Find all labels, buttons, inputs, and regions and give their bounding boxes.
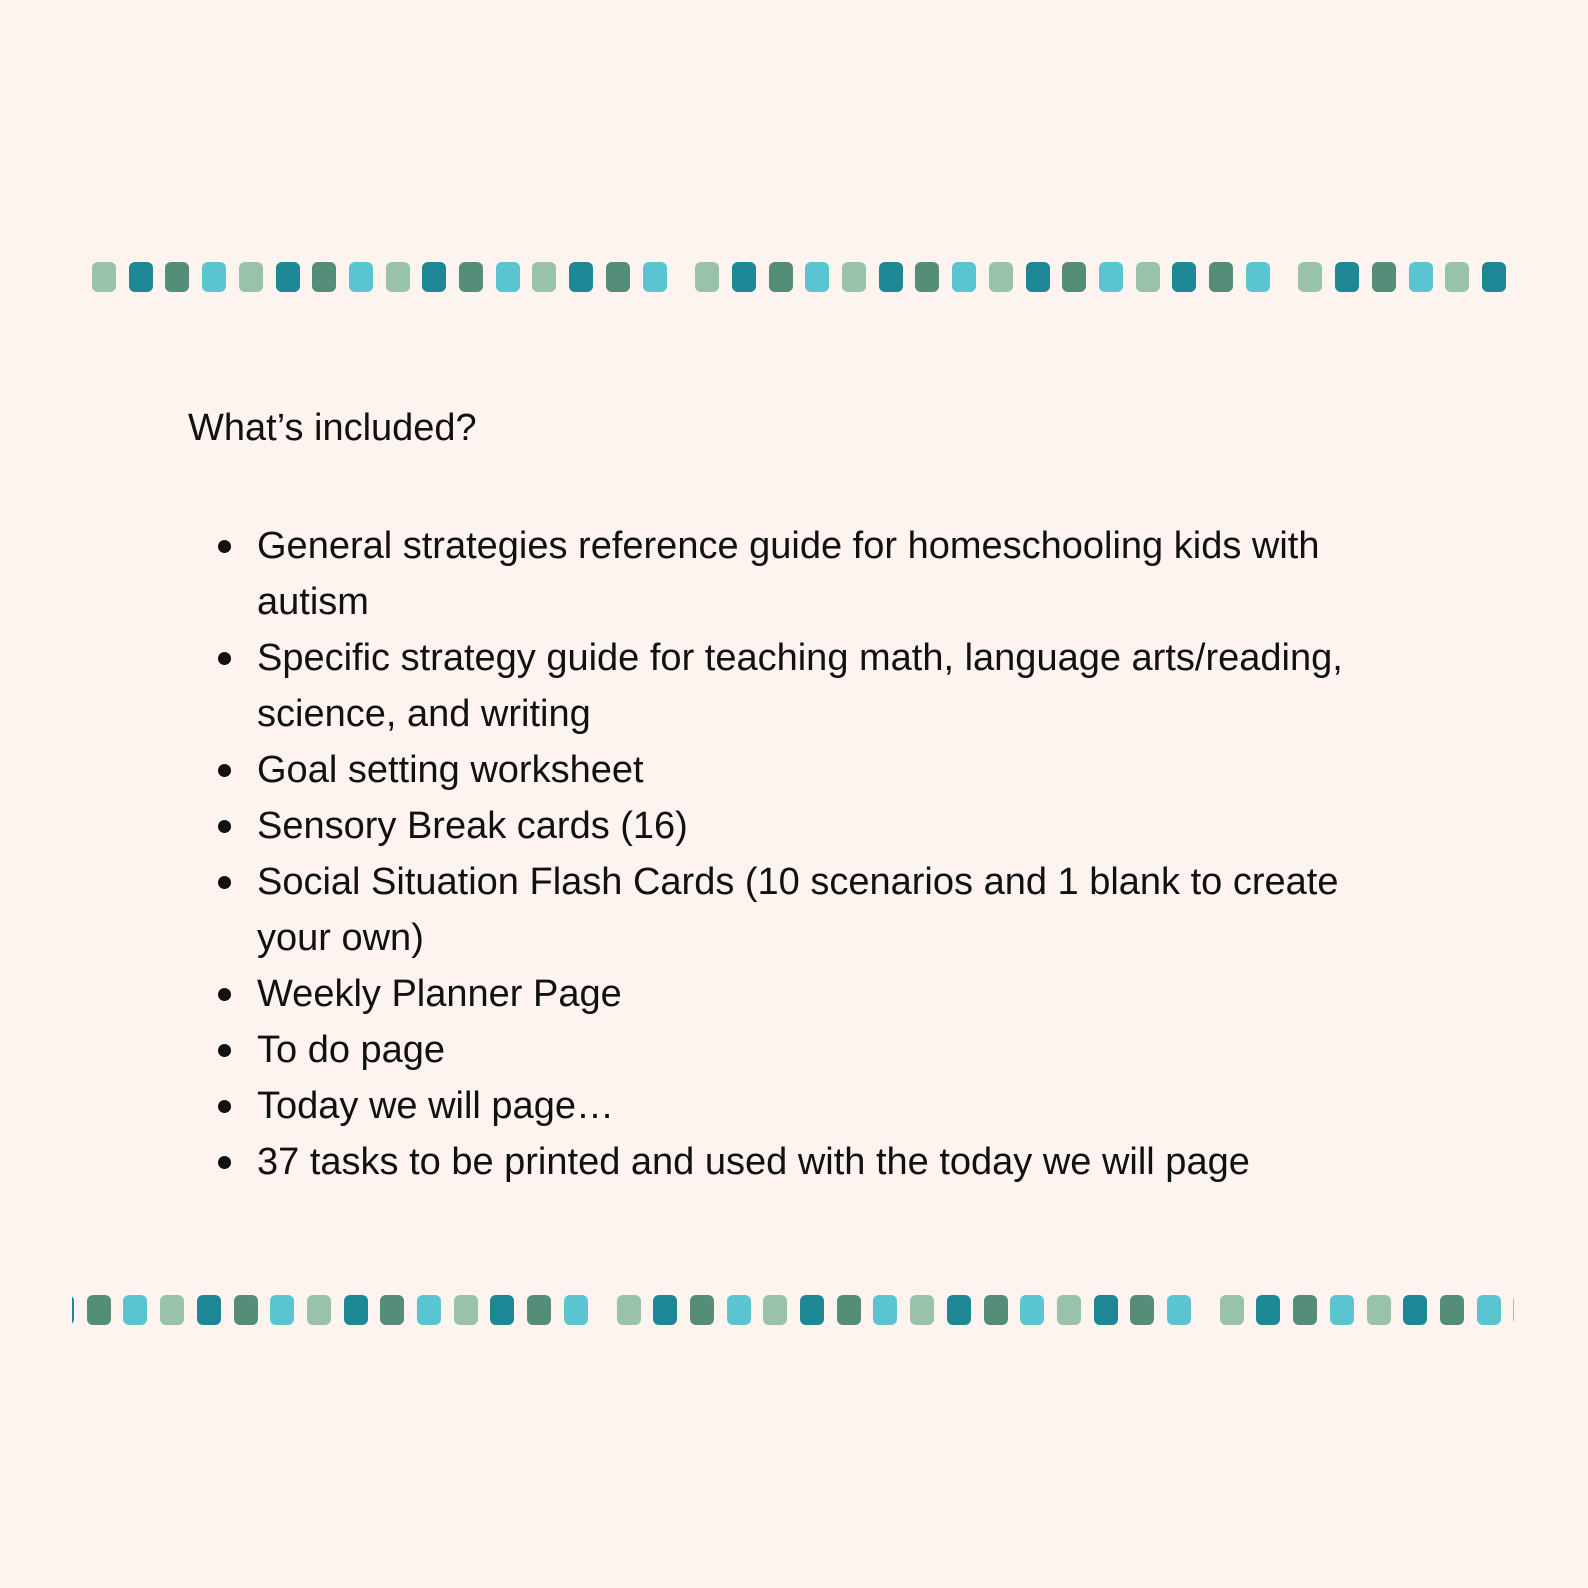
dot-pattern-icon — [1335, 262, 1359, 292]
list-item — [257, 1078, 1367, 1134]
dot-pattern-icon — [1440, 1295, 1464, 1325]
dot-pattern-icon — [1256, 1295, 1280, 1325]
dot-pattern-icon — [569, 262, 593, 292]
dot-pattern-icon — [695, 262, 719, 292]
list-item-text: To do page — [257, 1029, 446, 1071]
dot-pattern-icon — [160, 1295, 184, 1325]
dot-pattern-icon — [1209, 262, 1233, 292]
dot-pattern-icon — [1477, 1295, 1501, 1325]
dot-pattern-icon — [1172, 262, 1196, 292]
list-item — [257, 966, 1367, 1022]
dot-pattern-icon — [1057, 1295, 1081, 1325]
bullet-icon — [218, 652, 231, 665]
dot-pattern-icon — [197, 1295, 221, 1325]
list-item — [257, 798, 1367, 854]
dot-pattern-icon — [617, 1295, 641, 1325]
dot-pattern-icon — [989, 262, 1013, 292]
dot-pattern-icon — [873, 1295, 897, 1325]
bullet-icon — [218, 540, 231, 553]
dot-pattern-icon — [564, 1295, 588, 1325]
list-item-text: Sensory Break cards (16) — [257, 805, 688, 847]
dot-pattern-icon — [690, 1295, 714, 1325]
dot-pattern-icon — [1482, 262, 1506, 292]
dot-pattern-icon — [234, 1295, 258, 1325]
dot-pattern-icon — [307, 1295, 331, 1325]
dot-pattern-icon — [527, 1295, 551, 1325]
dot-pattern-icon — [1094, 1295, 1118, 1325]
dot-pattern-icon — [1293, 1295, 1317, 1325]
list-item — [257, 1134, 1367, 1190]
dot-pattern-icon — [1026, 262, 1050, 292]
dot-pattern-icon — [1062, 262, 1086, 292]
dot-pattern-icon — [879, 262, 903, 292]
dot-pattern-icon — [915, 262, 939, 292]
dot-pattern-icon — [312, 262, 336, 292]
bullet-icon — [218, 820, 231, 833]
dot-pattern-icon — [386, 262, 410, 292]
page-heading: What’s included? — [188, 407, 477, 449]
dot-pattern-icon — [72, 1295, 74, 1325]
list-item-text: Today we will page… — [257, 1085, 614, 1127]
dot-pattern-icon — [606, 262, 630, 292]
dot-pattern-icon — [837, 1295, 861, 1325]
dot-pattern-icon — [496, 262, 520, 292]
list-item-text: Weekly Planner Page — [257, 973, 622, 1015]
dot-pattern-icon — [910, 1295, 934, 1325]
dot-pattern-icon — [239, 262, 263, 292]
dot-pattern-icon — [1367, 1295, 1391, 1325]
dot-pattern-icon — [984, 1295, 1008, 1325]
dot-pattern-icon — [1099, 262, 1123, 292]
list-item-text: Specific strategy guide for teaching math, language arts/reading, science, and writing — [257, 637, 1343, 735]
bullet-icon — [218, 1156, 231, 1169]
list-item — [257, 630, 1367, 742]
list-item — [257, 742, 1367, 798]
dot-pattern-icon — [1167, 1295, 1191, 1325]
included-items-list — [257, 518, 1367, 1190]
dot-pattern-icon — [643, 262, 667, 292]
dot-pattern-icon — [1330, 1295, 1354, 1325]
dot-pattern-icon — [763, 1295, 787, 1325]
bullet-icon — [218, 1044, 231, 1057]
dot-pattern-icon — [952, 262, 976, 292]
dot-pattern-icon — [129, 262, 153, 292]
list-item-text: Goal setting worksheet — [257, 749, 644, 791]
dot-pattern-icon — [344, 1295, 368, 1325]
list-item-text: General strategies reference guide for homeschooling kids with autism — [257, 525, 1320, 623]
bottom-dot-border — [72, 1295, 1514, 1325]
dot-pattern-icon — [532, 262, 556, 292]
dot-pattern-icon — [1130, 1295, 1154, 1325]
dot-pattern-icon — [459, 262, 483, 292]
bullet-icon — [218, 764, 231, 777]
list-item — [257, 518, 1367, 630]
top-dot-border — [92, 262, 1514, 292]
dot-pattern-icon — [1246, 262, 1270, 292]
dot-pattern-icon — [422, 262, 446, 292]
dot-pattern-icon — [1403, 1295, 1427, 1325]
dot-pattern-icon — [276, 262, 300, 292]
dot-pattern-icon — [202, 262, 226, 292]
dot-pattern-icon — [842, 262, 866, 292]
dot-pattern-icon — [653, 1295, 677, 1325]
dot-pattern-icon — [270, 1295, 294, 1325]
list-item — [257, 854, 1367, 966]
dot-pattern-icon — [805, 262, 829, 292]
dot-pattern-icon — [87, 1295, 111, 1325]
bullet-icon — [218, 876, 231, 889]
dot-pattern-icon — [1298, 262, 1322, 292]
dot-pattern-icon — [769, 262, 793, 292]
dot-pattern-icon — [490, 1295, 514, 1325]
dot-pattern-icon — [1445, 262, 1469, 292]
list-item-text: 37 tasks to be printed and used with the today we will page — [257, 1141, 1250, 1183]
dot-pattern-icon — [1513, 1295, 1514, 1325]
dot-pattern-icon — [417, 1295, 441, 1325]
bullet-icon — [218, 988, 231, 1001]
dot-pattern-icon — [123, 1295, 147, 1325]
dot-pattern-icon — [380, 1295, 404, 1325]
dot-pattern-icon — [947, 1295, 971, 1325]
bullet-icon — [218, 1100, 231, 1113]
dot-pattern-icon — [165, 262, 189, 292]
dot-pattern-icon — [1220, 1295, 1244, 1325]
dot-pattern-icon — [1409, 262, 1433, 292]
list-item — [257, 1022, 1367, 1078]
dot-pattern-icon — [454, 1295, 478, 1325]
list-item-text: Social Situation Flash Cards (10 scenarios and 1 blank to create your own) — [257, 861, 1339, 959]
dot-pattern-icon — [92, 262, 116, 292]
dot-pattern-icon — [1372, 262, 1396, 292]
dot-pattern-icon — [727, 1295, 751, 1325]
dot-pattern-icon — [349, 262, 373, 292]
dot-pattern-icon — [732, 262, 756, 292]
dot-pattern-icon — [800, 1295, 824, 1325]
dot-pattern-icon — [1020, 1295, 1044, 1325]
dot-pattern-icon — [1136, 262, 1160, 292]
